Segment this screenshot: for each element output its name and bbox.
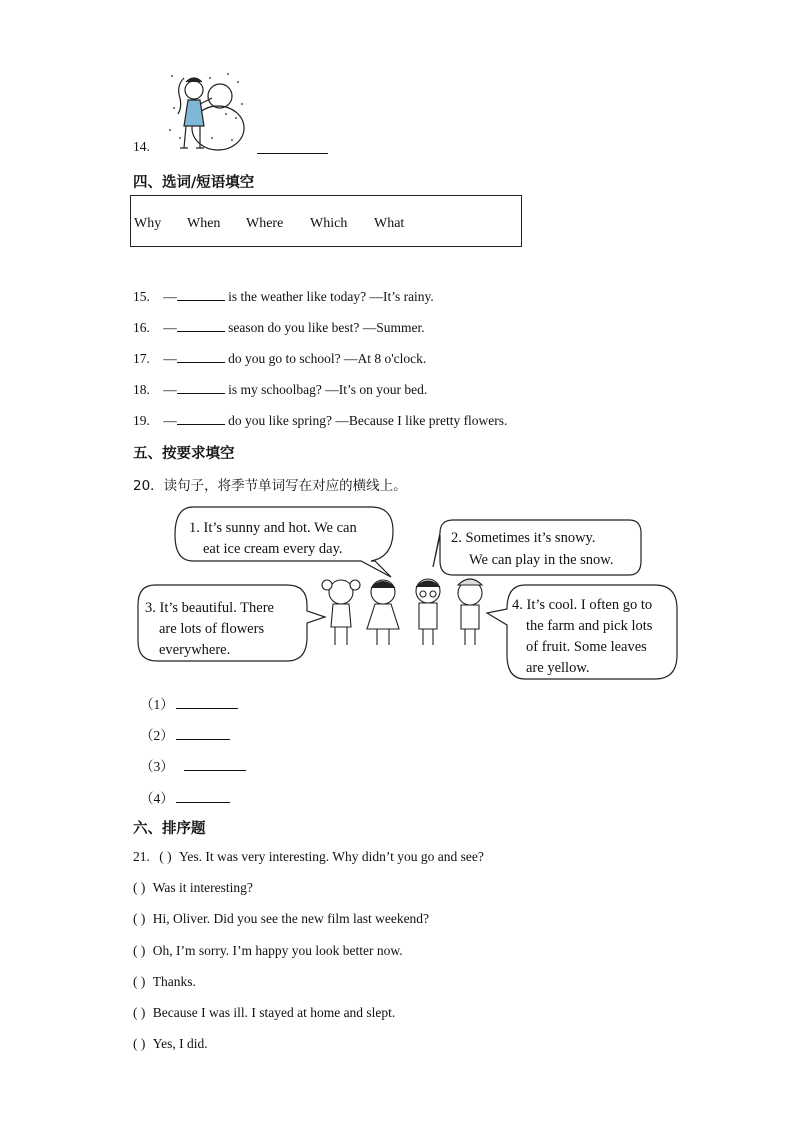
order-text: Yes, I did. bbox=[152, 1036, 208, 1051]
answer-number: （4） bbox=[140, 791, 174, 806]
answer-blank[interactable] bbox=[177, 288, 225, 301]
answer-line-4 bbox=[140, 787, 230, 807]
speech-bubble-3 bbox=[138, 585, 325, 661]
bubble-text: 2. Sometimes it’s snowy. bbox=[451, 530, 596, 546]
order-text: Hi, Oliver. Did you see the new film last weekend? bbox=[152, 911, 430, 926]
order-paren[interactable]: ( ) bbox=[133, 880, 146, 895]
bubble-text: 3. It’s beautiful. There bbox=[145, 600, 274, 616]
order-paren[interactable]: ( ) bbox=[159, 849, 172, 864]
question-text: season do you like best? —Summer. bbox=[224, 320, 425, 335]
question-19 bbox=[133, 412, 507, 429]
question-text: do you like spring? —Because I like pretty flowers. bbox=[224, 413, 508, 428]
order-text: Oh, I’m sorry. I’m happy you look better now. bbox=[152, 943, 403, 958]
word-bank-item: What bbox=[374, 216, 405, 231]
question-number: 18. bbox=[133, 382, 150, 397]
order-paren[interactable]: ( ) bbox=[133, 911, 146, 926]
bubble-text: 4. It’s cool. I often go to bbox=[512, 597, 653, 613]
season-bubbles-illustration bbox=[135, 505, 680, 685]
answer-blank[interactable] bbox=[176, 790, 230, 803]
question-text: is my schoolbag? —It’s on your bed. bbox=[224, 382, 428, 397]
word-bank-item: Why bbox=[134, 216, 162, 231]
question-number: 17. bbox=[133, 351, 150, 366]
answer-blank[interactable] bbox=[177, 381, 225, 394]
question-number: 19. bbox=[133, 413, 150, 428]
order-item bbox=[133, 849, 484, 865]
question-number: 21. bbox=[133, 849, 150, 864]
dash: — bbox=[163, 351, 177, 366]
bubble-text: everywhere. bbox=[159, 642, 231, 658]
question-16 bbox=[133, 319, 425, 336]
order-paren[interactable]: ( ) bbox=[133, 943, 146, 958]
order-text: Thanks. bbox=[152, 974, 196, 989]
bubble-text: eat ice cream every day. bbox=[203, 541, 343, 557]
order-paren[interactable]: ( ) bbox=[133, 974, 146, 989]
bubble-text: of fruit. Some leaves bbox=[526, 639, 647, 655]
answer-number: （1） bbox=[140, 697, 174, 712]
order-paren[interactable]: ( ) bbox=[133, 1005, 146, 1020]
question-14 bbox=[133, 139, 150, 155]
question-number: 14. bbox=[133, 139, 150, 154]
order-item bbox=[133, 911, 429, 927]
answer-blank[interactable] bbox=[177, 319, 225, 332]
answer-blank[interactable] bbox=[184, 758, 246, 771]
answer-blank[interactable] bbox=[177, 412, 225, 425]
order-item bbox=[133, 974, 196, 990]
question-18 bbox=[133, 381, 427, 398]
question-text: do you go to school? —At 8 o'clock. bbox=[224, 351, 427, 366]
answer-blank[interactable] bbox=[177, 350, 225, 363]
section-title: 五、按要求填空 bbox=[133, 446, 235, 462]
question-text: is the weather like today? —It’s rainy. bbox=[224, 289, 434, 304]
word-bank-item: Where bbox=[246, 216, 284, 231]
bubble-text: are yellow. bbox=[526, 660, 590, 676]
answer-blank[interactable] bbox=[176, 696, 238, 709]
children-figures bbox=[322, 579, 482, 645]
order-text: Was it interesting? bbox=[152, 880, 253, 895]
question-number: 15. bbox=[133, 289, 150, 304]
dash: — bbox=[163, 413, 177, 428]
section-title: 六、排序题 bbox=[133, 821, 206, 837]
question-number: 16. bbox=[133, 320, 150, 335]
word-bank-item: When bbox=[187, 216, 221, 231]
dash: — bbox=[163, 289, 177, 304]
speech-bubble-2 bbox=[433, 520, 641, 575]
order-text: Yes. It was very interesting. Why didn’t you go and see? bbox=[179, 849, 484, 864]
answer-number: （2） bbox=[140, 728, 174, 743]
order-item bbox=[133, 880, 253, 896]
order-text: Because I was ill. I stayed at home and slept. bbox=[152, 1005, 396, 1020]
word-bank-item: Which bbox=[310, 216, 348, 231]
question-20-prompt: 20．读句子，将季节单词写在对应的横线上。 bbox=[133, 478, 407, 494]
bubble-text: 1. It’s sunny and hot. We can bbox=[189, 520, 357, 536]
answer-blank[interactable] bbox=[176, 727, 230, 740]
dash: — bbox=[163, 320, 177, 335]
answer-line-3 bbox=[140, 755, 246, 775]
question-15 bbox=[133, 288, 434, 305]
order-item bbox=[133, 943, 403, 959]
answer-number: （3） bbox=[140, 759, 174, 774]
order-item bbox=[133, 1005, 395, 1021]
snowman-girl-illustration bbox=[166, 68, 248, 154]
word-bank-box bbox=[130, 195, 522, 247]
bubble-text: are lots of flowers bbox=[159, 621, 265, 637]
bubble-text: We can play in the snow. bbox=[469, 552, 614, 568]
dash: — bbox=[163, 382, 177, 397]
speech-bubble-1 bbox=[175, 507, 393, 577]
section-title: 四、选词/短语填空 bbox=[133, 175, 255, 191]
speech-bubble-4 bbox=[487, 585, 677, 679]
answer-line-2 bbox=[140, 724, 230, 744]
answer-blank-14[interactable] bbox=[257, 153, 328, 154]
order-paren[interactable]: ( ) bbox=[133, 1036, 146, 1051]
order-item bbox=[133, 1036, 208, 1052]
question-17 bbox=[133, 350, 426, 367]
bubble-text: the farm and pick lots bbox=[526, 618, 653, 634]
answer-line-1 bbox=[140, 693, 238, 713]
